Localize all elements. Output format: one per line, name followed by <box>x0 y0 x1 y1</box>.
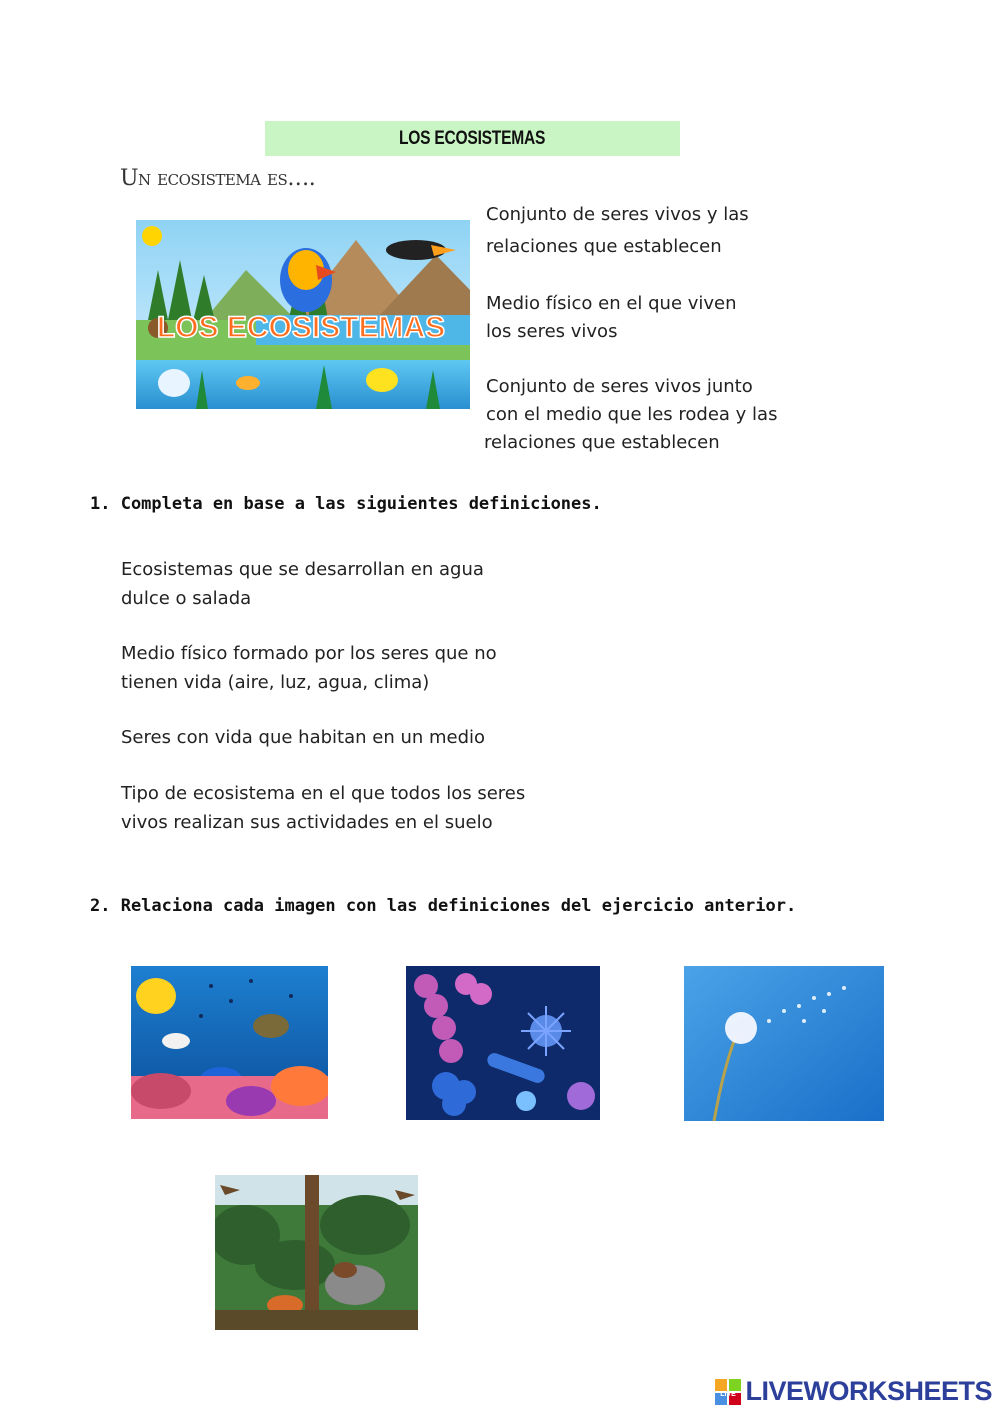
item-3-line1: Seres con vida que habitan en un medio <box>121 727 486 748</box>
page-title: LOS ECOSISTEMAS <box>399 127 546 149</box>
title-bar <box>265 121 680 156</box>
coral-reef-image <box>131 966 328 1119</box>
definition-3-line2: con el medio que les rodea y las <box>486 404 778 425</box>
definition-3 <box>484 373 777 457</box>
definition-1-line1: Conjunto de seres vivos y las <box>486 204 749 225</box>
question-1-item-1 <box>121 555 484 613</box>
question-2-title: 2. Relaciona cada imagen con las definiciones del ejercicio anterior. <box>90 896 797 916</box>
item-4-line2: vivos realizan sus actividades en el suelo <box>121 812 493 833</box>
svg-text:LIVE: LIVE <box>720 1390 737 1398</box>
microorganisms-image <box>406 966 600 1120</box>
question-1-item-4 <box>121 779 525 837</box>
definition-1 <box>486 201 749 261</box>
definition-3-line3: relaciones que establecen <box>484 432 720 453</box>
item-2-line2: tienen vida (aire, luz, agua, clima) <box>121 672 430 693</box>
banner-text: LOS ECOSISTEMAS <box>156 311 446 344</box>
question-1-item-3 <box>121 723 485 752</box>
liveworksheets-logo-icon <box>715 1379 741 1405</box>
definition-2-line2: los seres vivos <box>486 321 618 342</box>
item-1-line1: Ecosistemas que se desarrollan en agua <box>121 559 484 580</box>
question-1-title: 1. Completa en base a las siguientes definiciones. <box>90 494 602 514</box>
item-1-line2: dulce o salada <box>121 588 252 609</box>
intro-text: Un ecosistema es…. <box>120 166 316 191</box>
banner-image <box>136 220 470 409</box>
definition-2 <box>486 290 737 346</box>
item-2-line1: Medio físico formado por los seres que no <box>121 643 497 664</box>
item-4-line1: Tipo de ecosistema en el que todos los seres <box>121 783 526 804</box>
definition-3-line1: Conjunto de seres vivos junto <box>486 376 753 397</box>
dandelion-image <box>684 966 884 1121</box>
definition-2-line1: Medio físico en el que viven <box>486 293 737 314</box>
forest-image <box>215 1175 418 1330</box>
liveworksheets-brand: LIVEWORKSHEETS <box>745 1376 992 1406</box>
definition-1-line2: relaciones que establecen <box>486 236 722 257</box>
question-1-item-2 <box>121 639 497 697</box>
liveworksheets-logo <box>715 1376 992 1407</box>
